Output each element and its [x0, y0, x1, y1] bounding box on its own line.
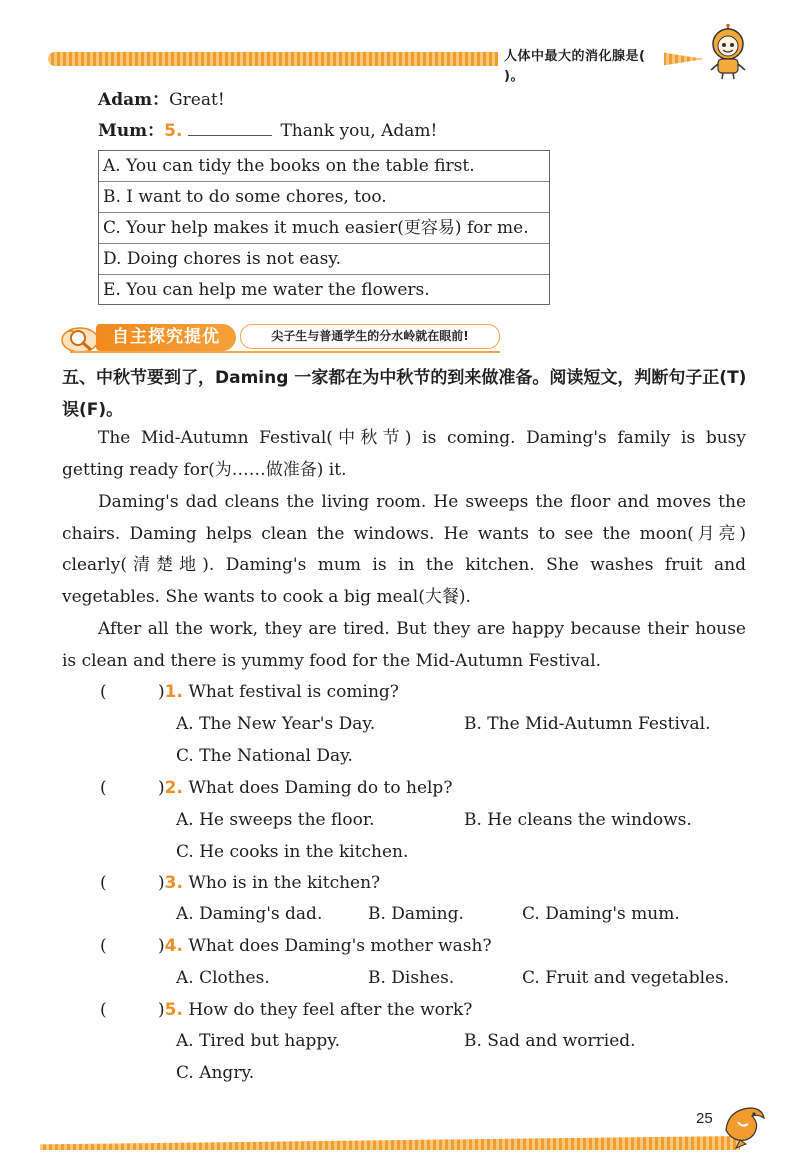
passage-paragraph-1: The Mid-Autumn Festival(中秋节) is coming. Daming's family is busy getting ready for(为……做准备) it.	[62, 428, 746, 480]
robot-mascot-icon	[704, 24, 752, 80]
speaker-label: Mum：	[98, 121, 165, 141]
option-b: B. I want to do some chores, too.	[99, 181, 549, 211]
choice-4a: A. Clothes.	[176, 968, 270, 988]
choice-2b: B. He cleans the windows.	[464, 810, 692, 830]
choice-1a: A. The New Year's Day.	[176, 714, 376, 734]
header-question: 人体中最大的消化腺是( )。	[498, 47, 664, 67]
choice-1b: B. The Mid-Autumn Festival.	[464, 714, 711, 734]
question-text: Who is in the kitchen?	[188, 873, 381, 893]
section-note: 尖子生与普通学生的分水岭就在眼前!	[240, 324, 500, 349]
choice-4b: B. Dishes.	[368, 968, 455, 988]
choice-2a: A. He sweeps the floor.	[176, 810, 375, 830]
passage-paragraph-3: After all the work, they are tired. But they are happy because their house is clean and there is yummy food for the Mid-Autumn Festival.	[62, 619, 746, 671]
choice-5a: A. Tired but happy.	[176, 1031, 340, 1051]
question-number: 2.	[164, 778, 183, 798]
choice-3a: A. Daming's dad.	[176, 904, 323, 924]
choice-3b: B. Daming.	[368, 904, 464, 924]
question-number: 3.	[164, 873, 183, 893]
answer-paren[interactable]: (	[100, 936, 107, 956]
choice-2c: C. He cooks in the kitchen.	[176, 842, 409, 862]
choice-3c: C. Daming's mum.	[522, 904, 680, 924]
option-c: C. Your help makes it much easier(更容易) for me.	[99, 212, 549, 242]
question-5: ( )5. How do they feel after the work?	[100, 1000, 473, 1020]
dialogue-text: Thank you, Adam!	[280, 121, 438, 141]
dialogue-line-mum	[98, 119, 437, 143]
magnifier-icon	[60, 322, 100, 354]
dialogue-text: Great!	[169, 90, 225, 110]
option-e: E. You can help me water the flowers.	[99, 274, 549, 304]
choice-4c: C. Fruit and vegetables.	[522, 968, 730, 988]
passage-paragraph-2: Daming's dad cleans the living room. He sweeps the floor and moves the chairs. Daming helps clean the windows. He wants to see the moon(月亮) clearly(清楚地). Daming's mum is in the kitchen. She washes fruit and vegetables. She wants to cook a big meal(大餐).	[62, 492, 746, 607]
question-number: 5.	[164, 1000, 183, 1020]
question-4: ( )4. What does Daming's mother wash?	[100, 936, 492, 956]
answer-paren[interactable]: (	[100, 778, 107, 798]
choice-5c: C. Angry.	[176, 1063, 255, 1083]
dialogue-line-adam	[98, 88, 225, 112]
question-text: What does Daming do to help?	[188, 778, 453, 798]
answer-paren[interactable]: (	[100, 682, 107, 702]
blank-number: 5.	[164, 121, 183, 141]
option-a: A. You can tidy the books on the table first.	[103, 156, 475, 176]
question-text: How do they feel after the work?	[188, 1000, 473, 1020]
option-d: D. Doing chores is not easy.	[99, 243, 549, 273]
options-box	[98, 150, 550, 305]
footer-stripe	[40, 1136, 740, 1150]
question-text: What festival is coming?	[188, 682, 399, 702]
answer-paren[interactable]: (	[100, 873, 107, 893]
question-number: 1.	[164, 682, 183, 702]
question-1: ( )1. What festival is coming?	[100, 682, 399, 702]
choice-1c: C. The National Day.	[176, 746, 353, 766]
header-stripe-tip	[660, 52, 704, 66]
choice-5b: B. Sad and worried.	[464, 1031, 636, 1051]
section-underline	[70, 351, 500, 353]
page-number: 25	[696, 1110, 713, 1127]
question-3: ( )3. Who is in the kitchen?	[100, 873, 381, 893]
question-text: What does Daming's mother wash?	[188, 936, 492, 956]
answer-blank[interactable]	[188, 119, 272, 136]
exercise-instruction: 五、中秋节要到了，Daming 一家都在为中秋节的到来做准备。阅读短文，判断句子正(T)误(F)。	[62, 368, 747, 420]
question-number: 4.	[164, 936, 183, 956]
question-2: ( )2. What does Daming do to help?	[100, 778, 453, 798]
speaker-label: Adam：	[98, 90, 170, 110]
dolphin-mascot-icon	[718, 1100, 768, 1150]
section-title: 自主探究提优	[96, 324, 236, 351]
answer-paren[interactable]: (	[100, 1000, 107, 1020]
